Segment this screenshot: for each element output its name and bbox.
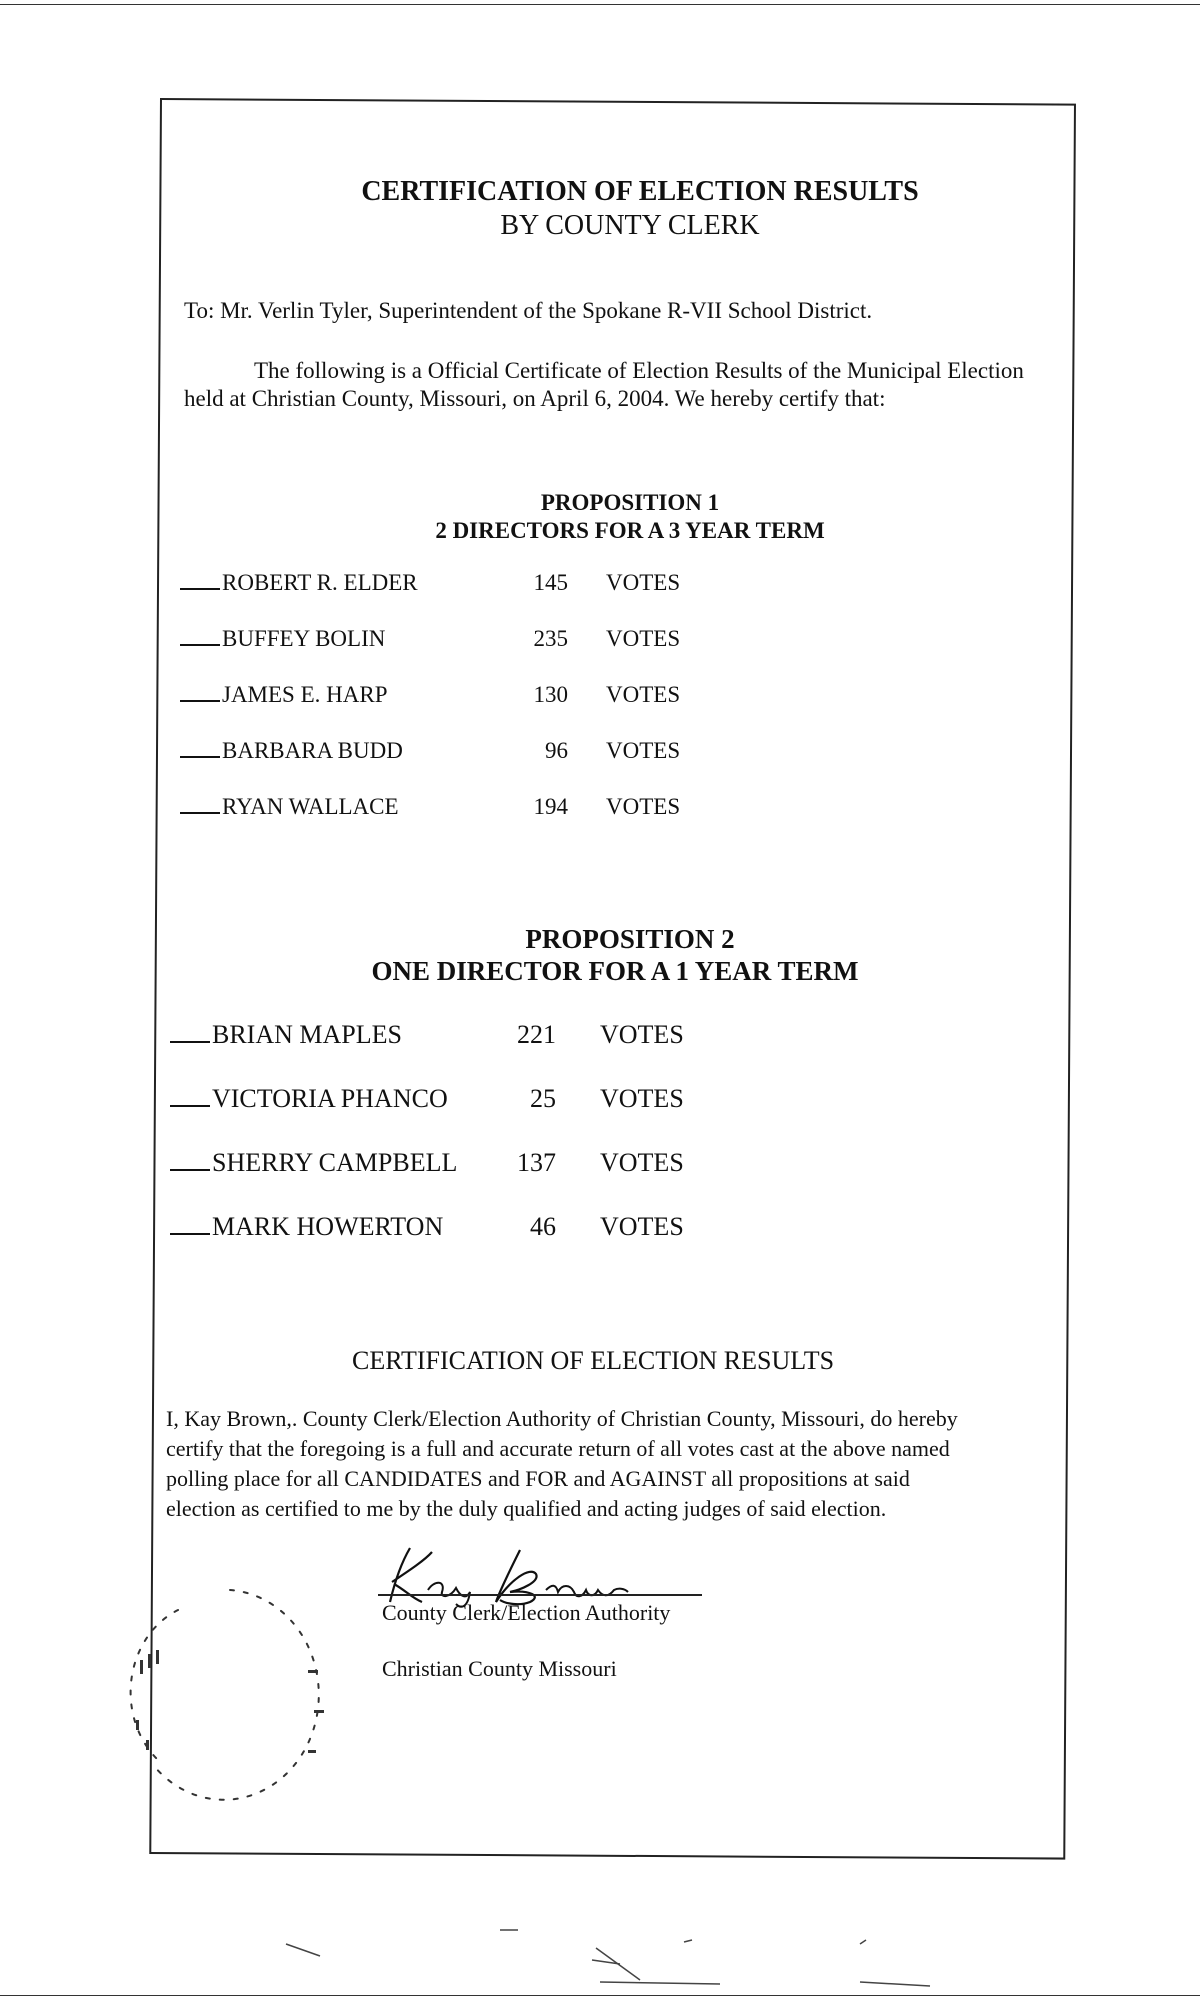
checkmark-blank [170,1169,210,1171]
proposition-1-title: PROPOSITION 1 [540,490,720,515]
candidate-row [180,570,418,596]
checkmark-blank [170,1233,210,1235]
vote-count: 25 [530,1084,556,1113]
checkmark-blank [170,1041,210,1043]
candidate-row [180,626,385,652]
intro-line-1: The following is a Official Certificate of Election Results of the Municipal Election [254,358,1024,383]
vote-count: 221 [517,1020,556,1049]
certification-line-4: election as certified to me by the duly qualified and acting judges of said election. [166,1496,887,1521]
checkmark-blank [180,644,220,646]
votes-label: VOTES [606,626,681,651]
scan-edge-top [0,4,1200,5]
candidate-row [170,1212,443,1242]
checkmark-blank [180,700,220,702]
votes-label: VOTES [606,794,681,819]
proposition-1-subtitle: 2 DIRECTORS FOR A 3 YEAR TERM [435,518,825,543]
document-subtitle: BY COUNTY CLERK [500,210,760,241]
candidate-name: BARBARA BUDD [222,738,403,763]
checkmark-blank [180,812,220,814]
votes-label: VOTES [606,738,681,763]
signature-line [378,1594,702,1596]
document-title: CERTIFICATION OF ELECTION RESULTS [361,176,919,207]
candidate-name: BUFFEY BOLIN [222,626,386,651]
candidate-name: RYAN WALLACE [222,794,399,819]
vote-count: 194 [533,794,568,819]
vote-count: 235 [533,626,568,651]
candidate-row [170,1148,457,1178]
intro-line-2: held at Christian County, Missouri, on April 6, 2004. We hereby certify that: [184,386,886,411]
scan-edge-bottom [0,1995,1200,1996]
votes-label: VOTES [606,570,681,595]
votes-label: VOTES [600,1148,684,1177]
votes-label: VOTES [600,1212,684,1241]
votes-label: VOTES [606,682,681,707]
vote-count: 145 [533,570,568,595]
certification-line-1: I, Kay Brown,. County Clerk/Election Authority of Christian County, Missouri, do hereby [166,1406,958,1431]
candidate-row [180,682,388,708]
signature-title: County Clerk/Election Authority [382,1600,671,1625]
vote-count: 137 [517,1148,556,1177]
candidate-name: VICTORIA PHANCO [212,1084,448,1113]
proposition-2-title: PROPOSITION 2 [525,924,735,954]
candidate-row [180,738,403,764]
checkmark-blank [180,756,220,758]
candidate-row [180,794,399,820]
vote-count: 130 [533,682,568,707]
checkmark-blank [180,588,220,590]
candidate-name: MARK HOWERTON [212,1212,444,1241]
proposition-2-subtitle: ONE DIRECTOR FOR A 1 YEAR TERM [371,956,859,986]
addressee-line: To: Mr. Verlin Tyler, Superintendent of the Spokane R-VII School District. [184,298,873,323]
checkmark-blank [170,1105,210,1107]
candidate-name: BRIAN MAPLES [212,1020,402,1049]
candidate-name: ROBERT R. ELDER [222,570,418,595]
candidate-row [170,1020,402,1050]
certification-heading: CERTIFICATION OF ELECTION RESULTS [352,1346,835,1375]
vote-count: 46 [530,1212,556,1241]
votes-label: VOTES [600,1020,684,1049]
votes-label: VOTES [600,1084,684,1113]
candidate-row [170,1084,448,1114]
certification-line-3: polling place for all CANDIDATES and FOR and AGAINST all propositions at said [166,1466,910,1491]
candidate-name: JAMES E. HARP [222,682,388,707]
candidate-name: SHERRY CAMPBELL [212,1148,458,1177]
embossed-seal [118,1570,348,1810]
certification-line-2: certify that the foregoing is a full and accurate return of all votes cast at the above named [166,1436,950,1461]
vote-count: 96 [545,738,568,763]
scan-marks-bottom [200,1900,1000,1990]
signature-location: Christian County Missouri [382,1656,617,1681]
